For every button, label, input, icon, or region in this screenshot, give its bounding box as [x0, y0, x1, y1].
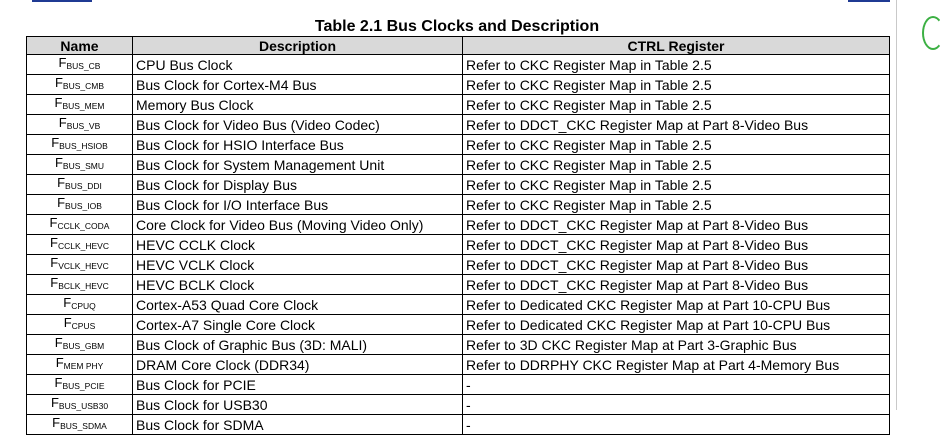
page-edge-divider	[896, 0, 897, 410]
table-row	[27, 175, 890, 195]
clock-name-cell	[27, 135, 133, 155]
description-cell: HEVC CCLK Clock	[133, 235, 463, 255]
ctrl-register-cell: Refer to CKC Register Map in Table 2.5	[463, 195, 890, 215]
table-row	[27, 395, 890, 415]
description-cell: Bus Clock for PCIE	[133, 375, 463, 395]
ctrl-register-cell: Refer to Dedicated CKC Register Map at Part 10-CPU Bus	[463, 315, 890, 335]
clock-name-symbol: F	[54, 95, 63, 110]
clock-name-subscript: MEM PHY	[63, 361, 104, 371]
ctrl-register-cell: Refer to CKC Register Map in Table 2.5	[463, 75, 890, 95]
clock-name-cell	[27, 95, 133, 115]
table-row	[27, 155, 890, 175]
clock-name-subscript: BUS_GBM	[62, 341, 105, 351]
ctrl-register-cell: -	[463, 375, 890, 395]
table-row	[27, 375, 890, 395]
clock-name-cell	[27, 75, 133, 95]
clock-name-cell	[27, 355, 133, 375]
ctrl-register-cell: Refer to DDCT_CKC Register Map at Part 8-Video Bus	[463, 275, 890, 295]
table-row	[27, 275, 890, 295]
ctrl-register-cell: Refer to CKC Register Map in Table 2.5	[463, 155, 890, 175]
clock-name-subscript: VCLK_HEVC	[58, 261, 109, 271]
ctrl-register-cell: -	[463, 395, 890, 415]
table-title: Table 2.1 Bus Clocks and Description	[314, 18, 600, 35]
clock-name-subscript: BUS_VB	[66, 121, 101, 131]
table-row	[27, 115, 890, 135]
clock-name-symbol: F	[50, 255, 59, 270]
table-row	[27, 235, 890, 255]
ctrl-register-cell: Refer to DDCT_CKC Register Map at Part 8-Video Bus	[463, 255, 890, 275]
clock-name-cell	[27, 155, 133, 175]
clock-name-subscript: BUS_CB	[66, 61, 101, 71]
header-description: Description	[133, 37, 463, 55]
clock-name-cell	[27, 295, 133, 315]
clock-name-cell	[27, 315, 133, 335]
description-cell: Bus Clock for SDMA	[133, 415, 463, 435]
clock-name-cell	[27, 395, 133, 415]
description-cell: Cortex-A53 Quad Core Clock	[133, 295, 463, 315]
clock-name-subscript: BUS_SDMA	[60, 421, 107, 431]
table-row	[27, 215, 890, 235]
clock-name-cell	[27, 235, 133, 255]
clock-name-cell	[27, 415, 133, 435]
clock-name-symbol: F	[49, 215, 58, 230]
clock-name-symbol: F	[58, 55, 67, 70]
clock-name-symbol: F	[50, 395, 59, 410]
ctrl-register-cell: Refer to CKC Register Map in Table 2.5	[463, 175, 890, 195]
description-cell: Bus Clock for Video Bus (Video Codec)	[133, 115, 463, 135]
clock-name-subscript: BUS_SMU	[62, 161, 105, 171]
ctrl-register-cell: Refer to CKC Register Map in Table 2.5	[463, 55, 890, 75]
ctrl-register-cell: Refer to DDCT_CKC Register Map at Part 8-Video Bus	[463, 235, 890, 255]
clock-name-cell	[27, 195, 133, 215]
header-name: Name	[27, 37, 133, 55]
clock-name-symbol: F	[54, 375, 63, 390]
clock-name-subscript: BUS_PCIE	[62, 381, 105, 391]
clock-name-cell	[27, 215, 133, 235]
description-cell: Bus Clock for USB30	[133, 395, 463, 415]
table-row	[27, 75, 890, 95]
description-cell: Bus Clock for Cortex-M4 Bus	[133, 75, 463, 95]
table-row	[27, 315, 890, 335]
clock-name-symbol: F	[63, 295, 72, 310]
refresh-icon[interactable]	[922, 16, 944, 50]
table-row	[27, 255, 890, 275]
clock-name-cell	[27, 255, 133, 275]
table-row	[27, 195, 890, 215]
clock-name-subscript: BUS_HSIOB	[59, 141, 108, 151]
bus-clocks-table	[26, 36, 890, 435]
clock-name-subscript: BCLK_HEVC	[58, 281, 109, 291]
clock-name-symbol: F	[50, 275, 59, 290]
clock-name-symbol: F	[63, 315, 72, 330]
clock-name-subscript: BUS_CMB	[62, 81, 105, 91]
clock-name-cell	[27, 55, 133, 75]
clock-name-subscript: CPUQ	[71, 301, 96, 311]
clock-name-symbol: F	[57, 175, 66, 190]
clock-name-symbol: F	[57, 195, 66, 210]
description-cell: HEVC BCLK Clock	[133, 275, 463, 295]
ctrl-register-cell: Refer to 3D CKC Register Map at Part 3-Graphic Bus	[463, 335, 890, 355]
clock-name-symbol: F	[51, 135, 60, 150]
clock-name-cell	[27, 375, 133, 395]
clock-name-symbol: F	[55, 355, 64, 370]
clock-name-subscript: BUS_IOB	[65, 201, 102, 211]
header-rule-right	[848, 0, 890, 2]
table-row	[27, 135, 890, 155]
ctrl-register-cell: Refer to DDRPHY CKC Register Map at Part 4-Memory Bus	[463, 355, 890, 375]
description-cell: DRAM Core Clock (DDR34)	[133, 355, 463, 375]
clock-name-symbol: F	[58, 115, 67, 130]
clock-name-subscript: BUS_USB30	[58, 401, 109, 411]
clock-name-symbol: F	[50, 235, 58, 250]
clock-name-symbol: F	[54, 335, 63, 350]
table-row	[27, 415, 890, 435]
clock-name-cell	[27, 275, 133, 295]
table-row	[27, 295, 890, 315]
description-cell: Core Clock for Video Bus (Moving Video Only)	[133, 215, 463, 235]
clock-name-symbol: F	[52, 415, 61, 430]
description-cell: Bus Clock for HSIO Interface Bus	[133, 135, 463, 155]
table-row	[27, 335, 890, 355]
ctrl-register-cell: Refer to DDCT_CKC Register Map at Part 8-Video Bus	[463, 115, 890, 135]
clock-name-subscript: CCLK_HEVC	[57, 241, 109, 251]
description-cell: HEVC VCLK Clock	[133, 255, 463, 275]
clock-name-subscript: BUS_MEM	[62, 101, 105, 111]
header-rule-left	[32, 0, 92, 2]
table-row	[27, 355, 890, 375]
description-cell: Memory Bus Clock	[133, 95, 463, 115]
header-ctrl-register: CTRL Register	[463, 37, 890, 55]
table-row	[27, 95, 890, 115]
clock-name-subscript: CCLK_CODA	[57, 221, 110, 231]
description-cell: Bus Clock for System Management Unit	[133, 155, 463, 175]
description-cell: CPU Bus Clock	[133, 55, 463, 75]
description-cell: Cortex-A7 Single Core Clock	[133, 315, 463, 335]
clock-name-cell	[27, 175, 133, 195]
clock-name-symbol: F	[54, 155, 63, 170]
table-row	[27, 55, 890, 75]
ctrl-register-cell: Refer to CKC Register Map in Table 2.5	[463, 135, 890, 155]
clock-name-cell	[27, 335, 133, 355]
clock-name-symbol: F	[54, 75, 63, 90]
ctrl-register-cell: -	[463, 415, 890, 435]
description-cell: Bus Clock of Graphic Bus (3D: MALI)	[133, 335, 463, 355]
description-cell: Bus Clock for I/O Interface Bus	[133, 195, 463, 215]
table-header-row	[27, 37, 890, 55]
clock-name-cell	[27, 115, 133, 135]
ctrl-register-cell: Refer to DDCT_CKC Register Map at Part 8-Video Bus	[463, 215, 890, 235]
clock-name-subscript: BUS_DDI	[65, 181, 102, 191]
ctrl-register-cell: Refer to Dedicated CKC Register Map at Part 10-CPU Bus	[463, 295, 890, 315]
clock-name-subscript: CPUS	[71, 321, 96, 331]
description-cell: Bus Clock for Display Bus	[133, 175, 463, 195]
ctrl-register-cell: Refer to CKC Register Map in Table 2.5	[463, 95, 890, 115]
